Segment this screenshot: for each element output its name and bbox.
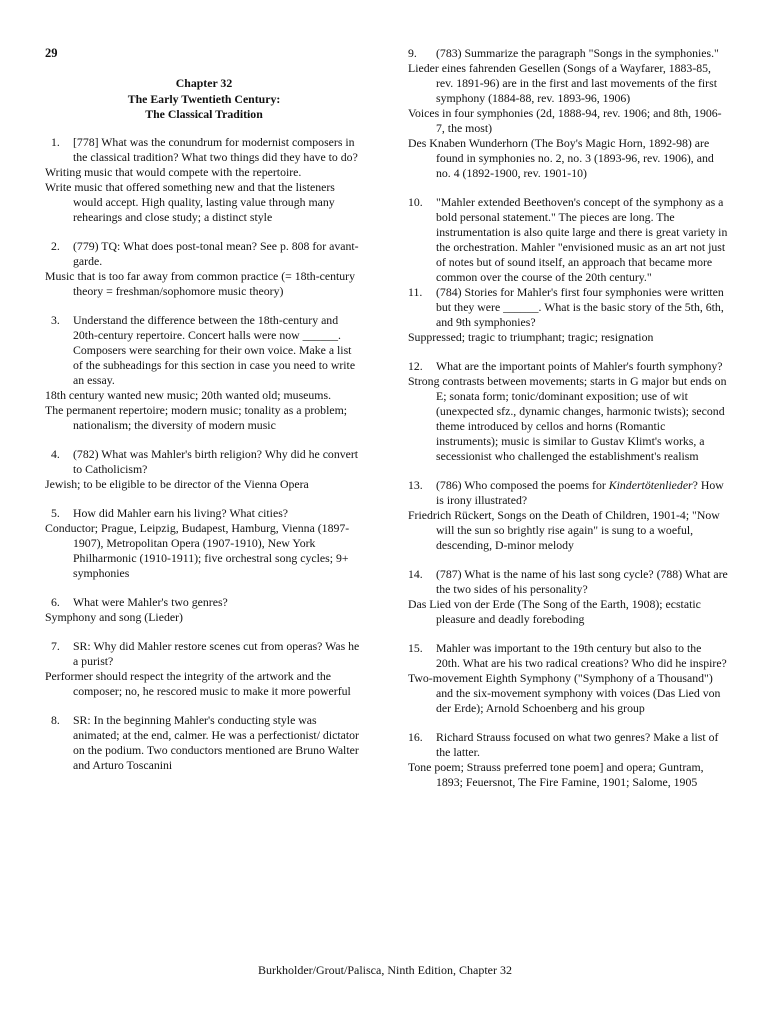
question-text: What were Mahler's two genres? [73,594,228,609]
question-item [408,285,728,345]
question-text: SR: In the beginning Mahler's conducting style was animated; at the end, calmer. He was a perfectionist/ dictator on the podium. Two conductors mentioned are Bruno Walter and Arturo Toscanini [73,712,359,772]
question [408,567,728,597]
question [45,447,363,477]
answer [408,374,728,464]
answer-line: Das Lied von der Erde (The Song of the Earth, 1908); ecstatic pleasure and deadly foreboding [408,597,701,626]
answer [45,610,363,625]
question [408,285,728,330]
answer-line: Tone poem; Strauss preferred tone poem] and opera; Guntram, 1893; Feuersnot, The Fire Famine, 1901; Salome, 1905 [408,760,704,789]
question-text: (779) TQ: What does post-tonal mean? See p. 808 for avant-garde. [73,238,359,268]
question-item [45,239,363,299]
page-number: 29 [45,46,58,60]
chapter-heading [45,76,363,123]
answer-line: Des Knaben Wunderhorn (The Boy's Magic Horn, 1892-98) are found in symphonies no. 2, no. 3 (1893-96, rev. 1906), and no. 4 (1892-1900, rev. 1901-10) [408,136,714,180]
answer-line: Lieder eines fahrenden Gesellen (Songs of a Wayfarer, 1883-85, rev. 1891-96) are in the first and last movements of the first symphony (1884-88, rev. 1893-96, 1906) [408,61,717,105]
question-text: "Mahler extended Beethoven's concept of the symphony as a bold personal statement." The pieces are long. The instrumentation is also quite large and there is great variety in the orchestration. Mahler "envisioned music as an art not just of notes but of sound itself, an approach that became more common over the course of the 20th century." [436,195,728,284]
answer-line: The permanent repertoire; modern music; tonality as a problem; nationalism; the diversity of modern music [45,402,348,432]
question-text: (783) Summarize the paragraph "Songs in the symphonies." [436,46,719,60]
answer [45,269,363,299]
question-item [408,567,728,627]
answer-line: 18th century wanted new music; 20th wanted old; museums. [45,387,332,402]
left-column [45,46,363,787]
answer [45,165,363,225]
question-number: 16. [408,730,423,744]
answer-line: Write music that offered something new and that the listeners would accept. High quality, lasting value through many rehearings and close study; a distinct style [45,179,335,224]
answer-line: Two-movement Eighth Symphony ("Symphony of a Thousand") and the six-movement symphony with voices (Das Lied von der Erde); Arnold Schoenberg and his group [408,671,721,715]
question-item [408,641,728,716]
answer-line: Symphony and song (Lieder) [45,609,183,624]
question-number: 15. [408,641,423,655]
question-item [408,46,728,181]
answer [45,477,363,492]
question [408,641,728,671]
answer [45,521,363,581]
question-text: SR: Why did Mahler restore scenes cut from operas? Was he a purist? [73,638,360,668]
question-item [45,595,363,625]
question [45,135,363,165]
answer [408,671,728,716]
question [45,595,363,610]
answer-line: Voices in four symphonies (2d, 1888-94, rev. 1906; and 8th, 1906-7, the most) [408,106,722,135]
question [408,478,728,508]
question-number: 3. [51,312,60,327]
question-number: 13. [408,478,423,492]
question-text: How did Mahler earn his living? What cities? [73,505,289,520]
question [45,639,363,669]
answer-line: Performer should respect the integrity of the artwork and the composer; no, he rescored music to make it more powerful [45,668,351,698]
question [45,713,363,773]
question [408,730,728,760]
question-list-right [408,46,728,790]
question-item [45,447,363,492]
question-number: 6. [51,594,60,609]
answer-line: Music that is too far away from common practice (= 18th-century theory = freshman/sophomore music theory) [45,268,355,298]
question [45,506,363,521]
right-column [408,46,728,804]
question-text-part: ? How is irony illustrated? [436,478,724,507]
question-text [436,478,724,507]
question-list-left [45,135,363,773]
answer-line: Conductor; Prague, Leipzig, Budapest, Hamburg, Vienna (1897-1907), Metropolitan Opera (1907-1910), New York Philharmonic (1910-1911); five orchestral song cycles; 9+ symphonies [45,520,350,580]
question [45,239,363,269]
question-text: (782) What was Mahler's birth religion? Why did he convert to Catholicism? [73,446,359,476]
question-number: 5. [51,505,60,520]
answer-line: Strong contrasts between movements; starts in G major but ends on E; sonata form; tonic/dominant exposition; use of wit (unexpected sfz., dynamic changes, harmonic twists); second theme introduced by cellos and horns (Romantic instruments); music is similar to Gustav Klimt's works, a secessionist who challenged the establishment's realism [408,374,727,463]
question-number: 4. [51,446,60,461]
question-number: 9. [408,46,417,60]
answer [408,760,728,790]
question-item [408,359,728,464]
question [408,46,728,61]
question-number: 7. [51,638,60,653]
answer [45,388,363,433]
answer-line: Jewish; to be eligible to be director of the Vienna Opera [45,476,309,491]
answer [408,330,728,345]
question-number: 1. [51,134,60,149]
answer-line: Friedrich Rückert, Songs on the Death of Children, 1901-4; "Now will the sun so brightly rise again" is sung to a woeful, descending, D-minor melody [408,508,720,552]
question-item [408,195,728,285]
question [408,359,728,374]
question-item [45,713,363,773]
question-text: Richard Strauss focused on what two genres? Make a list of the latter. [436,730,719,759]
question-text: (787) What is the name of his last song cycle? (788) What are the two sides of his personality? [436,567,728,596]
answer-line: Writing music that would compete with the repertoire. [45,164,302,179]
question-item [408,478,728,553]
question-text: (784) Stories for Mahler's first four symphonies were written but they were ______. What is the basic story of the 5th, 6th, and 9th symphonies? [436,285,724,329]
question-text-part: (786) Who composed the poems for [436,478,609,492]
question-number: 12. [408,359,423,373]
chapter-title: The Early Twentieth Century: [127,91,281,106]
answer [408,597,728,627]
question-text: Mahler was important to the 19th century but also to the 20th. What are his two radical creations? Who did he inspire? [436,641,727,670]
answer [408,61,728,181]
question-item [408,730,728,790]
answer-line: Suppressed; tragic to triumphant; tragic; resignation [408,330,654,344]
question-text: Understand the difference between the 18th-century and 20th-century repertoire. Concert halls were now ______. Composers were searching for their own voice. Make a list of the subheadings for this section in case you need to write an essay. [73,312,356,387]
question-number: 10. [408,195,423,209]
question-item [45,639,363,699]
question [408,195,728,285]
answer [45,669,363,699]
question-item [45,313,363,433]
question-item [45,506,363,581]
answer [408,508,728,553]
question-number: 8. [51,712,60,727]
work-title: Kindertötenlieder [608,478,693,492]
question-item [45,135,363,225]
question [45,313,363,388]
question-number: 2. [51,238,60,253]
question-text: What are the important points of Mahler's fourth symphony? [436,359,723,373]
question-text: [778] What was the conundrum for modernist composers in the classical tradition? What two things did they have to do? [73,134,358,164]
page-footer: Burkholder/Grout/Palisca, Ninth Edition, Chapter 32 [258,963,512,977]
question-number: 11. [408,285,423,299]
chapter-number: Chapter 32 [175,76,233,90]
question-number: 14. [408,567,423,581]
chapter-subtitle: The Classical Tradition [145,107,263,121]
